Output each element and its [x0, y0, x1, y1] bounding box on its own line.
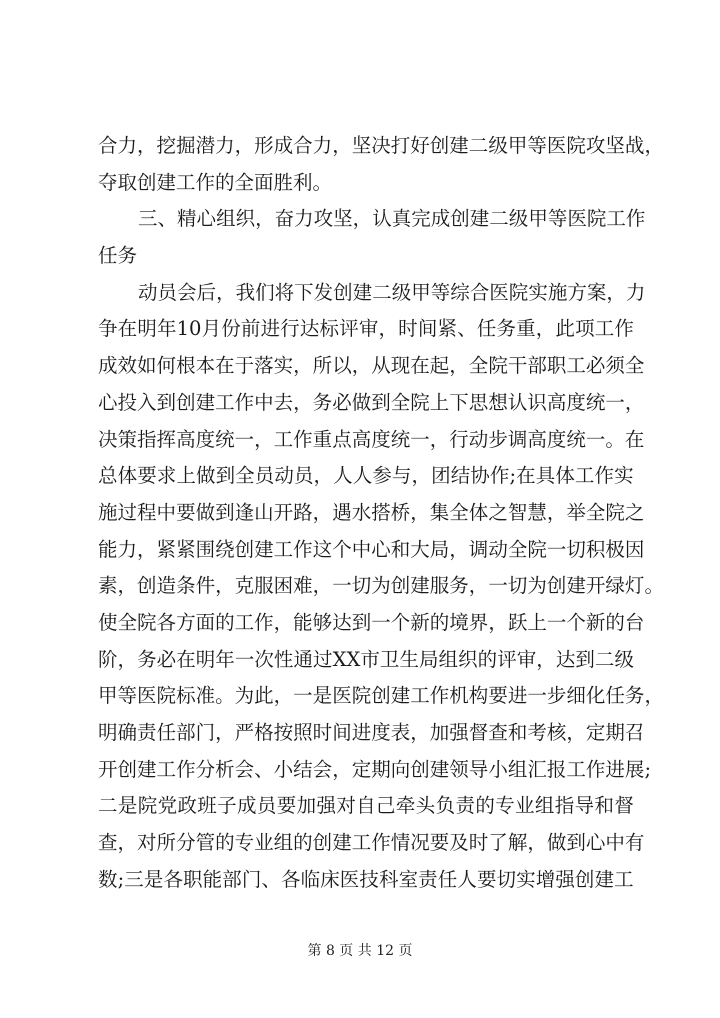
text-line: 使 全 院 各 方 面 的 工 作 ， 能 够 达 到 一 个 新 的 境 界 ， 跃 上 一 个 新 的 台 — [98, 610, 645, 634]
text-line: 争 在 明 年 10 月 份 前 进 行 达 标 评 审 ， 时 间 紧 、 任 务 重 ， 此 项 工 作 — [98, 317, 634, 341]
text-line: 决 策 指 挥 高 度 统 一 ， 工 作 重 点 高 度 统 一 ， 行 动 步 调 高 度 统 一 。 在 — [98, 427, 645, 451]
text-line: 动 员 会 后 ， 我 们 将 下 发 创 建 二 级 甲 等 综 合 医 院 实 施 方 案 ， 力 — [138, 280, 646, 304]
text-line: 能 力 ， 紧 紧 围 绕 创 建 工 作 这 个 中 心 和 大 局 ， 调 动 全 院 一 切 积 极 因 — [98, 537, 645, 561]
text-line: 素 ， 创 造 条 件 ， 克 服 困 难 ， 一 切 为 创 建 服 务 ， 一 切 为 创 建 开 绿 灯 。 — [98, 574, 664, 598]
text-line: 心 投 入 到 创 建 工 作 中 去 ， 务 必 做 到 全 院 上 下 思 想 认 识 高 度 统 一 ， — [98, 390, 645, 414]
text-line: 成 效 如 何 根 本 在 于 落 实 ， 所 以 ， 从 现 在 起 ， 全 院 干 部 职 工 必 须 全 — [98, 354, 645, 378]
text-line: 甲 等 医 院 标 准 。 为 此 ， 一 是 医 院 创 建 工 作 机 构 要 进 一 步 细 化 任 务 ， — [98, 684, 664, 708]
text-line: 夺取创建工作的全面胜利。 — [98, 170, 333, 194]
text-line: 查 ， 对 所 分 管 的 专 业 组 的 创 建 工 作 情 况 要 及 时 了 解 ， 做 到 心 中 有 — [98, 831, 645, 855]
text-line: 阶 ， 务 必 在 明 年 一 次 性 通 过 XX 市 卫 生 局 组 织 的 评 审 ， 达 到 二 级 — [98, 647, 634, 671]
text-line: 二 是 院 党 政 班 子 成 员 要 加 强 对 自 己 牵 头 负 责 的 专 业 组 指 导 和 督 — [98, 794, 634, 818]
body-text — [98, 128, 664, 898]
text-line: 施 过 程 中 要 做 到 逢 山 开 路 ， 遇 水 搭 桥 ， 集 全 体 之 智 慧 ， 举 全 院 之 — [98, 500, 645, 524]
text-line: 明 确 责 任 部 门 ， 严 格 按 照 时 间 进 度 表 ， 加 强 督 查 和 考 核 ， 定 期 召 — [98, 721, 645, 744]
text-line: 总 体 要 求 上 做 到 全 员 动 员 ， 人 人 参 与 ， 团 结 协 作 ; 在 具 体 工 作 实 — [98, 464, 634, 488]
page-footer: 第 8 页 共 12 页 — [307, 943, 413, 959]
text-line: 合 力 ， 挖 掘 潜 力 ， 形 成 合 力 ， 坚 决 打 好 创 建 二 级 甲 等 医 院 攻 坚 战 ， — [98, 134, 664, 157]
text-line: 数 ; 三 是 各 职 能 部 门 、 各 临 床 医 技 科 室 责 任 人 要 切 实 增 强 创 建 工 — [98, 867, 634, 891]
text-line: 任务 — [98, 244, 138, 268]
text-line: 开 创 建 工 作 分 析 会 、 小 结 会 ， 定 期 向 创 建 领 导 小 组 汇 报 工 作 进 展 ; — [98, 757, 652, 781]
text-line: 三 、 精 心 组 织 ， 奋 力 攻 坚 ， 认 真 完 成 创 建 二 级 甲 等 医 院 工 作 — [138, 207, 646, 231]
